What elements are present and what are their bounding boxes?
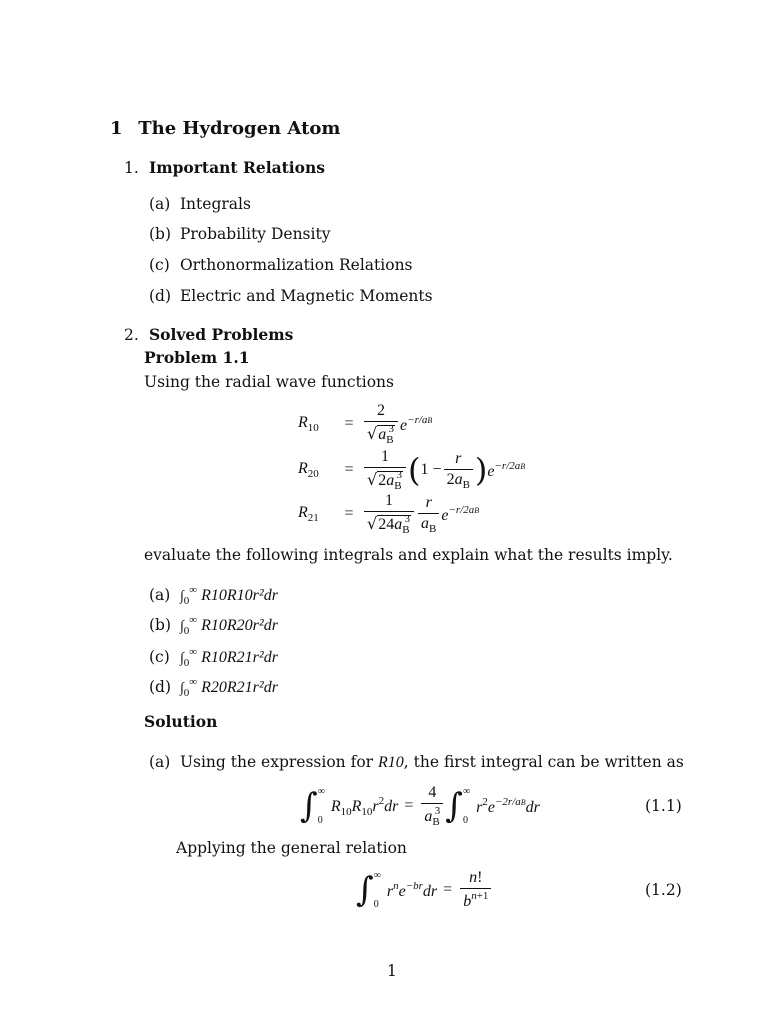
equation-r20: $R_{20}$ = $\frac{1}{√2a_B^3}$ ( 1 − $\frac{r}{2a_B}$ ) $e^{-r/2aB}$	[298, 448, 526, 492]
section-number: 1	[110, 118, 123, 139]
integral-item-a: (a) $\int_0^\infty$ R10R10r²dr	[149, 584, 278, 607]
item-1-title: Important Relations	[148, 158, 326, 177]
equation-r21: $R_{21}$ = $\frac{1}{√24a_B^3}$ $\frac{r}{a_B}$ $e^{-r/2aB}$	[298, 492, 480, 536]
solution-a-text	[149, 753, 684, 772]
subitem-moments	[149, 287, 433, 305]
subitem-label: (d)	[149, 287, 172, 305]
equation-number-1-1: (1.1)	[645, 797, 682, 815]
solution-heading: Solution	[144, 712, 218, 731]
equation-1-1: ∫ ∞ 0 $R_{10}R_{10}r^2dr$ = $\frac{4}{a_B^3}$ ∫ ∞ 0 $r^2e^{-2r/aB}dr$	[300, 784, 540, 828]
item-2-number: 2.	[124, 326, 139, 344]
solution-a-before: Using the expression for	[179, 753, 378, 771]
subitem-integrals	[149, 195, 251, 213]
equation-number-1-2: (1.2)	[645, 881, 682, 899]
section-title: The Hydrogen Atom	[138, 118, 341, 139]
subitem-text: Orthonormalization Relations	[179, 256, 413, 274]
subitem-label: (a)	[149, 195, 171, 213]
item-1-heading	[124, 158, 325, 177]
item-1-number: 1.	[124, 159, 139, 177]
integral-label: (c)	[149, 648, 170, 666]
integral-item-b: (b) $\int_0^\infty$ R10R20r²dr	[149, 614, 278, 637]
solution-a-label: (a)	[149, 753, 171, 771]
subitem-text: Electric and Magnetic Moments	[179, 287, 433, 305]
equation-1-2: ∫ ∞ 0 $r^ne^{-br}dr$ = $\frac{n!}{b^{n+1}}$	[356, 868, 493, 912]
subitem-orthonormalization	[149, 256, 413, 274]
integral-label: (a)	[149, 586, 171, 604]
item-2-heading	[124, 325, 293, 344]
applying-text: Applying the general relation	[176, 839, 407, 857]
integral-expr: R10R10r²dr	[201, 587, 278, 604]
solution-a-symbol: R10	[378, 754, 404, 771]
solution-a-after: , the first integral can be written as	[403, 753, 684, 771]
problem-intro: Using the radial wave functions	[144, 373, 394, 391]
subitem-probability-density	[149, 225, 330, 243]
integral-expr: R10R20r²dr	[201, 617, 278, 634]
item-2-title: Solved Problems	[148, 325, 294, 344]
integral-item-c: (c) $\int_0^\infty$ R10R21r²dr	[149, 646, 278, 669]
page-number: 1	[387, 962, 397, 980]
instruction-text: evaluate the following integrals and explain what the results imply.	[144, 546, 673, 564]
integral-expr: R20R21r²dr	[201, 679, 278, 696]
section-heading	[110, 118, 340, 139]
subitem-label: (c)	[149, 256, 170, 274]
problem-title: Problem 1.1	[144, 348, 250, 367]
integral-item-d: (d) $\int_0^\infty$ R20R21r²dr	[149, 676, 278, 699]
subitem-text: Probability Density	[179, 225, 331, 243]
integral-expr: R10R21r²dr	[201, 649, 278, 666]
subitem-label: (b)	[149, 225, 172, 243]
equation-r10: $R_{10}$ = $\frac{2}{√a_B^3}$ $e^{-r/aB}$	[298, 402, 433, 446]
integral-label: (d)	[149, 678, 172, 696]
subitem-text: Integrals	[179, 195, 251, 213]
integral-label: (b)	[149, 616, 172, 634]
